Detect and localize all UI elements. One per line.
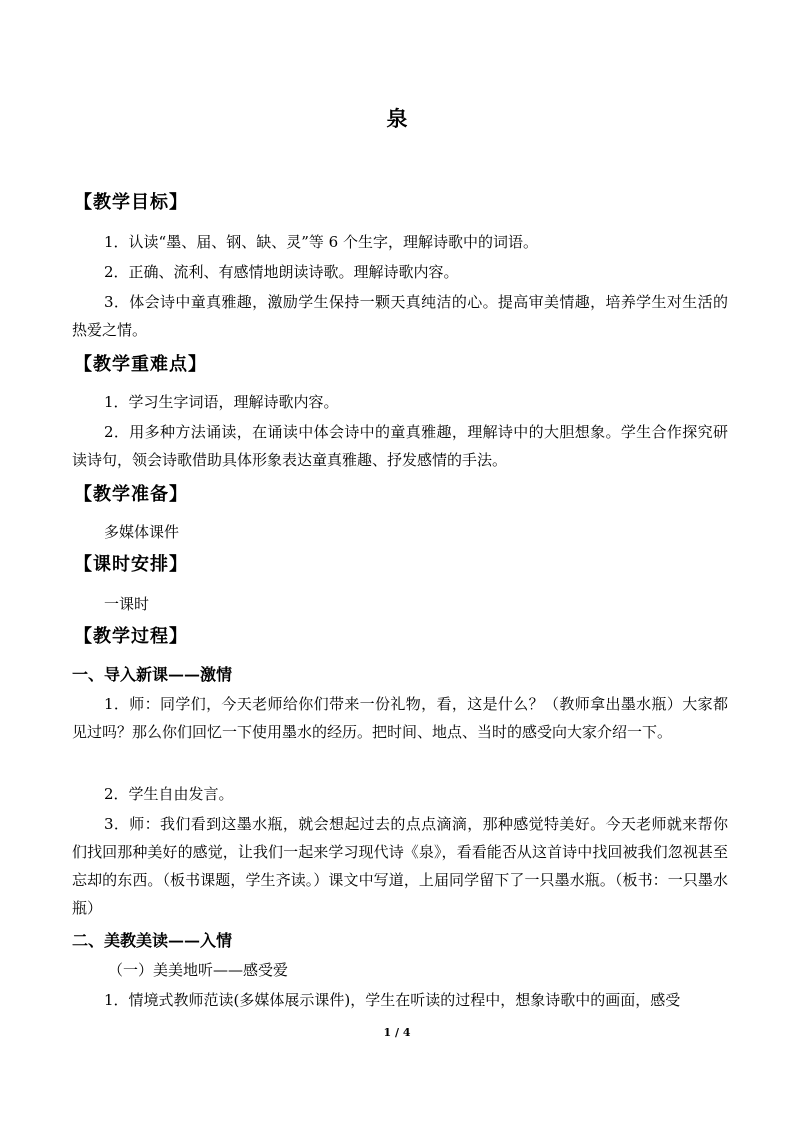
process-part2-subheading: （一）美美地听——感受爱 <box>108 961 289 979</box>
preparation-text: 多媒体课件 <box>104 523 180 541</box>
goal-item-3: 3．体会诗中童真雅趣，激励学生保持一颗天真纯洁的心。提高审美情趣，培养学生对生活的热爱之情。 <box>72 293 728 339</box>
process-part1-heading: 一、导入新课——激情 <box>72 665 233 684</box>
section-heading-preparation: 【教学准备】 <box>74 484 188 505</box>
schedule-text: 一课时 <box>104 595 150 613</box>
key-point-item-1: 1．学习生字词语，理解诗歌内容。 <box>104 393 339 411</box>
section-heading-key-points: 【教学重难点】 <box>74 354 207 375</box>
goal-item-2: 2．正确、流利、有感情地朗读诗歌。理解诗歌内容。 <box>104 263 459 281</box>
goal-item-1: 1．认读“墨、届、钢、缺、灵”等 6 个生字，理解诗歌中的词语。 <box>104 233 538 251</box>
key-point-item-2: 2．用多种方法诵读，在诵读中体会诗中的童真雅趣，理解诗中的大胆想象。学生合作探究研读诗句，领会诗歌借助具体形象表达童真雅趣、抒发感情的手法。 <box>72 423 728 469</box>
process-part2-heading: 二、美教美读——入情 <box>72 931 233 950</box>
section-heading-goals: 【教学目标】 <box>74 192 188 213</box>
page-title: 泉 <box>386 106 408 131</box>
process-part1-item-2: 2．学生自由发言。 <box>104 785 234 803</box>
page-number: 1 / 4 <box>383 1026 411 1039</box>
process-part1-item-3: 3．师：我们看到这墨水瓶，就会想起过去的点点滴滴，那种感觉特美好。今天老师就来帮你们找回那种美好的感觉，让我们一起来学习现代诗《泉》，看看能否从这首诗中找回被我们忽视甚至忘却的东西。（板书课题，学生齐读。）课文中写道，上届同学留下了一只墨水瓶。（板书：一只墨水瓶） <box>72 815 728 917</box>
process-part2-item-1: 1．情境式教师范读(多媒体展示课件)，学生在听读的过程中，想象诗歌中的画面，感受 <box>104 991 681 1009</box>
section-heading-process: 【教学过程】 <box>74 626 188 647</box>
process-part1-item-1: 1．师：同学们，今天老师给你们带来一份礼物，看，这是什么？（教师拿出墨水瓶）大家都见过吗？那么你们回忆一下使用墨水的经历。把时间、地点、当时的感受向大家介绍一下。 <box>72 695 728 741</box>
section-heading-schedule: 【课时安排】 <box>74 554 188 575</box>
